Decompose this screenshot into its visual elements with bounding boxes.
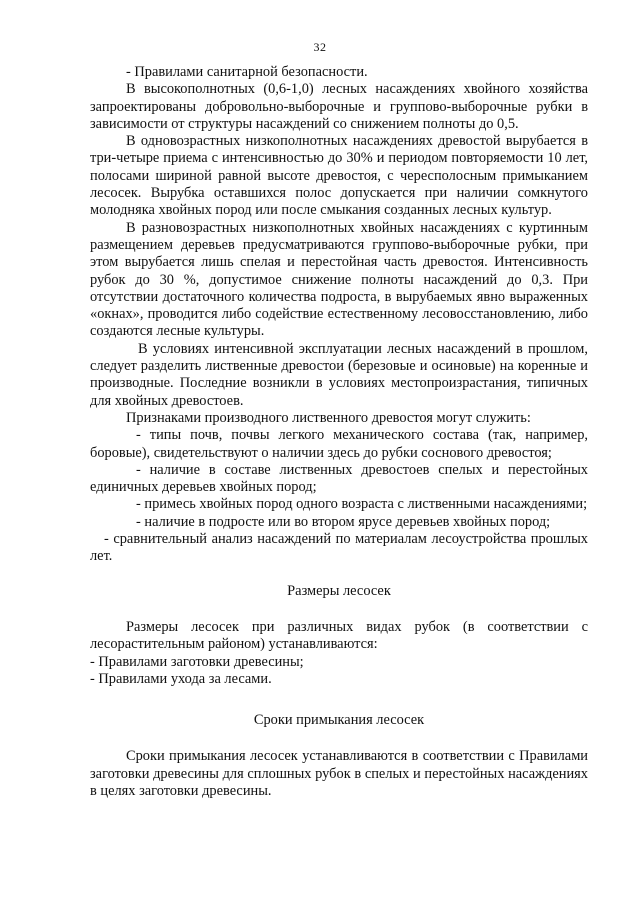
paragraph-even-aged-stands: В одновозрастных низкополнотных насаждениях древостой вырубается в три-четыре приема с интенсивностью до 30% и периодом повторяемости 10 лет, полосами шириной равной высоте древостоя, с чересполосным примыканием лесосек. Вырубка оставшихся полос допускается при наличии сомкнутого молодняка хвойных пород или после смыкания созданных лесных культур. xyxy=(90,133,588,219)
list-item-conifer-admixture: - примесь хвойных пород одного возраста с лиственными насаждениями; xyxy=(136,496,588,513)
list-item-timber-harvesting-rules: - Правилами заготовки древесины; xyxy=(90,653,304,670)
list-item-comparative-analysis: - сравнительный анализ насаждений по материалам лесоустройства прошлых лет. xyxy=(90,531,588,565)
list-item-mature-conifers: - наличие в составе лиственных древостоев спелых и перестойных единичных деревьев хвойных пород; xyxy=(90,461,588,496)
paragraph-adjacency-terms: Сроки примыкания лесосек устанавливаются в соответствии с Правилами заготовки древесины для сплошных рубок в спелых и перестойных насаждениях в целях заготовки древесины. xyxy=(90,748,588,799)
paragraph-uneven-aged-stands: В разновозрастных низкополнотных хвойных насаждениях с куртинным размещением деревьев предусматриваются группово-выборочные рубки, при этом вырубается лишь спелая и перестойная часть древостоя. Интенсивность рубок до 30 %, допустимое снижение полноты насаждений до 0,3. При отсутствии достаточного количества подроста, в вырубаемых явно выраженных «окнах», проводится либо содействие естественному лесовосстановлению, либо создаются лесные культуры. xyxy=(90,219,588,340)
page-number: 32 xyxy=(313,40,327,54)
paragraph-intensive-exploitation: В условиях интенсивной эксплуатации лесных насаждений в прошлом, следует разделить лиственные древостои (березовые и осиновые) на коренные и производные. Последние возникли в условиях местопроизрастания, типичных для хвойных древостоев. xyxy=(90,340,588,409)
paragraph-high-density-stands: В высокополнотных (0,6-1,0) лесных насаждениях хвойного хозяйства запроектированы добровольно-выборочные и группово-выборочные рубки в зависимости от структуры насаждений со снижением полноты до 0,5. xyxy=(90,81,588,132)
list-item-undergrowth: - наличие в подросте или во втором ярусе деревьев хвойных пород; xyxy=(136,513,551,530)
section-heading-cutting-area-sizes: Размеры лесосек xyxy=(287,582,391,599)
list-item-forest-care-rules: - Правилами ухода за лесами. xyxy=(90,670,272,687)
paragraph-cutting-area-sizes: Размеры лесосек при различных видах рубок (в соответствии с лесорастительным районом) устанавливаются: xyxy=(90,618,588,653)
paragraph-derived-stand-signs: Признаками производного лиственного древостоя могут служить: xyxy=(126,409,531,426)
paragraph-sanitary-rules: - Правилами санитарной безопасности. xyxy=(126,64,368,80)
section-heading-adjacency-terms: Сроки примыкания лесосек xyxy=(253,712,425,729)
list-item-soil-types: - типы почв, почвы легкого механического состава (так, например, боровые), свидетельствуют о наличии здесь до рубки соснового древостоя; xyxy=(90,427,588,461)
body-text xyxy=(90,64,588,800)
